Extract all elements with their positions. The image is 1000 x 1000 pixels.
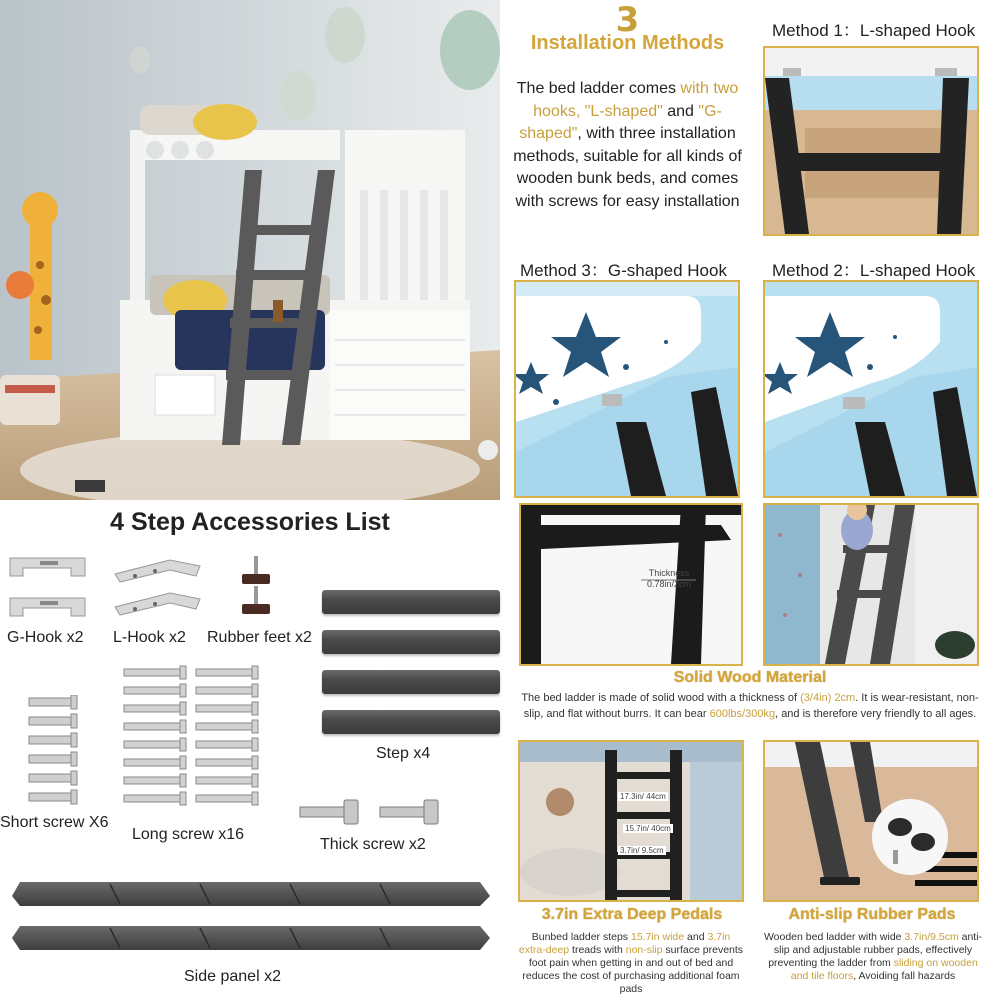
desc-part: , Avoiding fall hazards — [853, 970, 956, 982]
method-2-photo — [763, 280, 979, 498]
desc-part-highlight: 3.7in extra-deep — [518, 931, 731, 956]
desc-part: anti-slip and adjustable rubber pads, effectively preventing the ladder from — [768, 931, 983, 969]
long-screw-label: Long screw x16 — [132, 826, 245, 843]
desc-part: . It is wear-resistant, non-slip, and flat without burrs. It can bear — [523, 692, 979, 720]
l-hook-icon — [110, 552, 205, 627]
pedal-depth-dim: 3.7in/ 9.5cm — [620, 846, 664, 855]
l-hook-installation-illustration — [765, 48, 977, 234]
intro-part: The bed ladder comes — [516, 80, 681, 97]
pedals-title: 3.7in Extra Deep Pedals — [541, 906, 723, 923]
solid-wood-title: Solid Wood Material — [673, 669, 827, 686]
child-climbing-illustration — [765, 505, 977, 664]
rubber-pads-desc — [762, 931, 984, 983]
desc-part-highlight: 600lbs/300kg — [709, 708, 776, 720]
method-3-photo — [514, 280, 740, 498]
side-panel-label: Side panel x2 — [184, 968, 281, 985]
desc-part-highlight: non-slip — [625, 944, 663, 956]
desc-part-highlight: 3.7in/9.5cm — [904, 931, 959, 943]
pedal-width-dim-1: 17.3in/ 44cm — [620, 792, 666, 801]
step-plank — [322, 630, 500, 654]
g-hook-label: G-Hook x2 — [7, 629, 84, 646]
bunk-bed-room-photo — [0, 0, 500, 500]
desc-part: The bed ladder is made of solid wood with a thickness of — [521, 692, 801, 704]
method-1-title: Method 1：L-shaped Hook — [772, 21, 976, 40]
accessories-title: 4 Step Accessories List — [110, 508, 390, 536]
short-screw-icon — [25, 695, 85, 815]
rubber-feet-label: Rubber feet x2 — [207, 629, 312, 646]
desc-part-highlight: sliding on wooden and tile floors — [790, 957, 978, 982]
desc-part: surface prevents foot pain when getting in and out of bed and reduces the cost of purchasing additional foam pads — [522, 944, 744, 995]
section-number-text: 3 — [615, 0, 640, 40]
l-hook-label: L-Hook x2 — [113, 629, 186, 646]
desc-part: Wooden bed ladder with wide — [763, 931, 905, 943]
desc-part: and — [684, 931, 708, 943]
step-plank — [322, 710, 500, 734]
method-1-photo — [763, 46, 979, 236]
thick-screw-label: Thick screw x2 — [320, 836, 426, 853]
desc-part: treads with — [569, 944, 626, 956]
installation-intro — [505, 78, 750, 213]
intro-part-highlight: with two hooks, "L-shaped" — [533, 80, 739, 120]
extra-deep-pedals-illustration — [520, 742, 742, 900]
method-2-title: Method 2：L-shaped Hook — [772, 261, 976, 280]
desc-part: , and is therefore very friendly to all ages. — [775, 708, 977, 720]
thick-screw-icon — [298, 798, 448, 828]
method-3-title: Method 3：G-shaped Hook — [520, 261, 727, 280]
anti-slip-rubber-pads-illustration — [765, 742, 977, 900]
desc-part: Bunbed ladder steps — [531, 931, 631, 943]
desc-part-highlight: 15.7in wide — [630, 931, 685, 943]
short-screw-label: Short screw X6 — [0, 814, 109, 831]
rubber-pads-photo — [763, 740, 979, 902]
g-hook-installation-illustration — [516, 282, 738, 496]
intro-part: and — [662, 102, 699, 120]
solid-wood-desc — [512, 690, 988, 722]
side-panel-icon — [10, 878, 495, 958]
pedal-width-dim-2: 15.7in/ 40cm — [625, 824, 671, 833]
thickness-photo — [519, 503, 743, 666]
desc-part-highlight: (3/4in) 2cm — [800, 692, 856, 704]
thickness-label: Thickness 0.78in/2cm — [646, 568, 692, 589]
intro-part-highlight: "G-shaped" — [519, 102, 722, 142]
step-plank — [322, 590, 500, 614]
l-hook-side-installation-illustration — [765, 282, 977, 496]
g-hook-icon — [5, 548, 95, 628]
pedals-desc — [517, 931, 745, 996]
bunk-bed-illustration — [0, 0, 500, 500]
ladder-thickness-illustration — [521, 505, 741, 664]
child-climbing-photo — [763, 503, 979, 666]
installation-methods-title: Installation Methods — [530, 32, 725, 54]
steps-label: Step x4 — [376, 745, 431, 762]
rubber-pads-title: Anti-slip Rubber Pads — [788, 906, 956, 923]
step-plank — [322, 670, 500, 694]
intro-part: , with three installation methods, suitable for all kinds of wooden bunk beds, and comes with screws for easy installation — [513, 125, 742, 210]
long-screw-icon — [120, 665, 270, 820]
rubber-feet-icon — [232, 552, 282, 627]
pedals-photo — [518, 740, 744, 902]
